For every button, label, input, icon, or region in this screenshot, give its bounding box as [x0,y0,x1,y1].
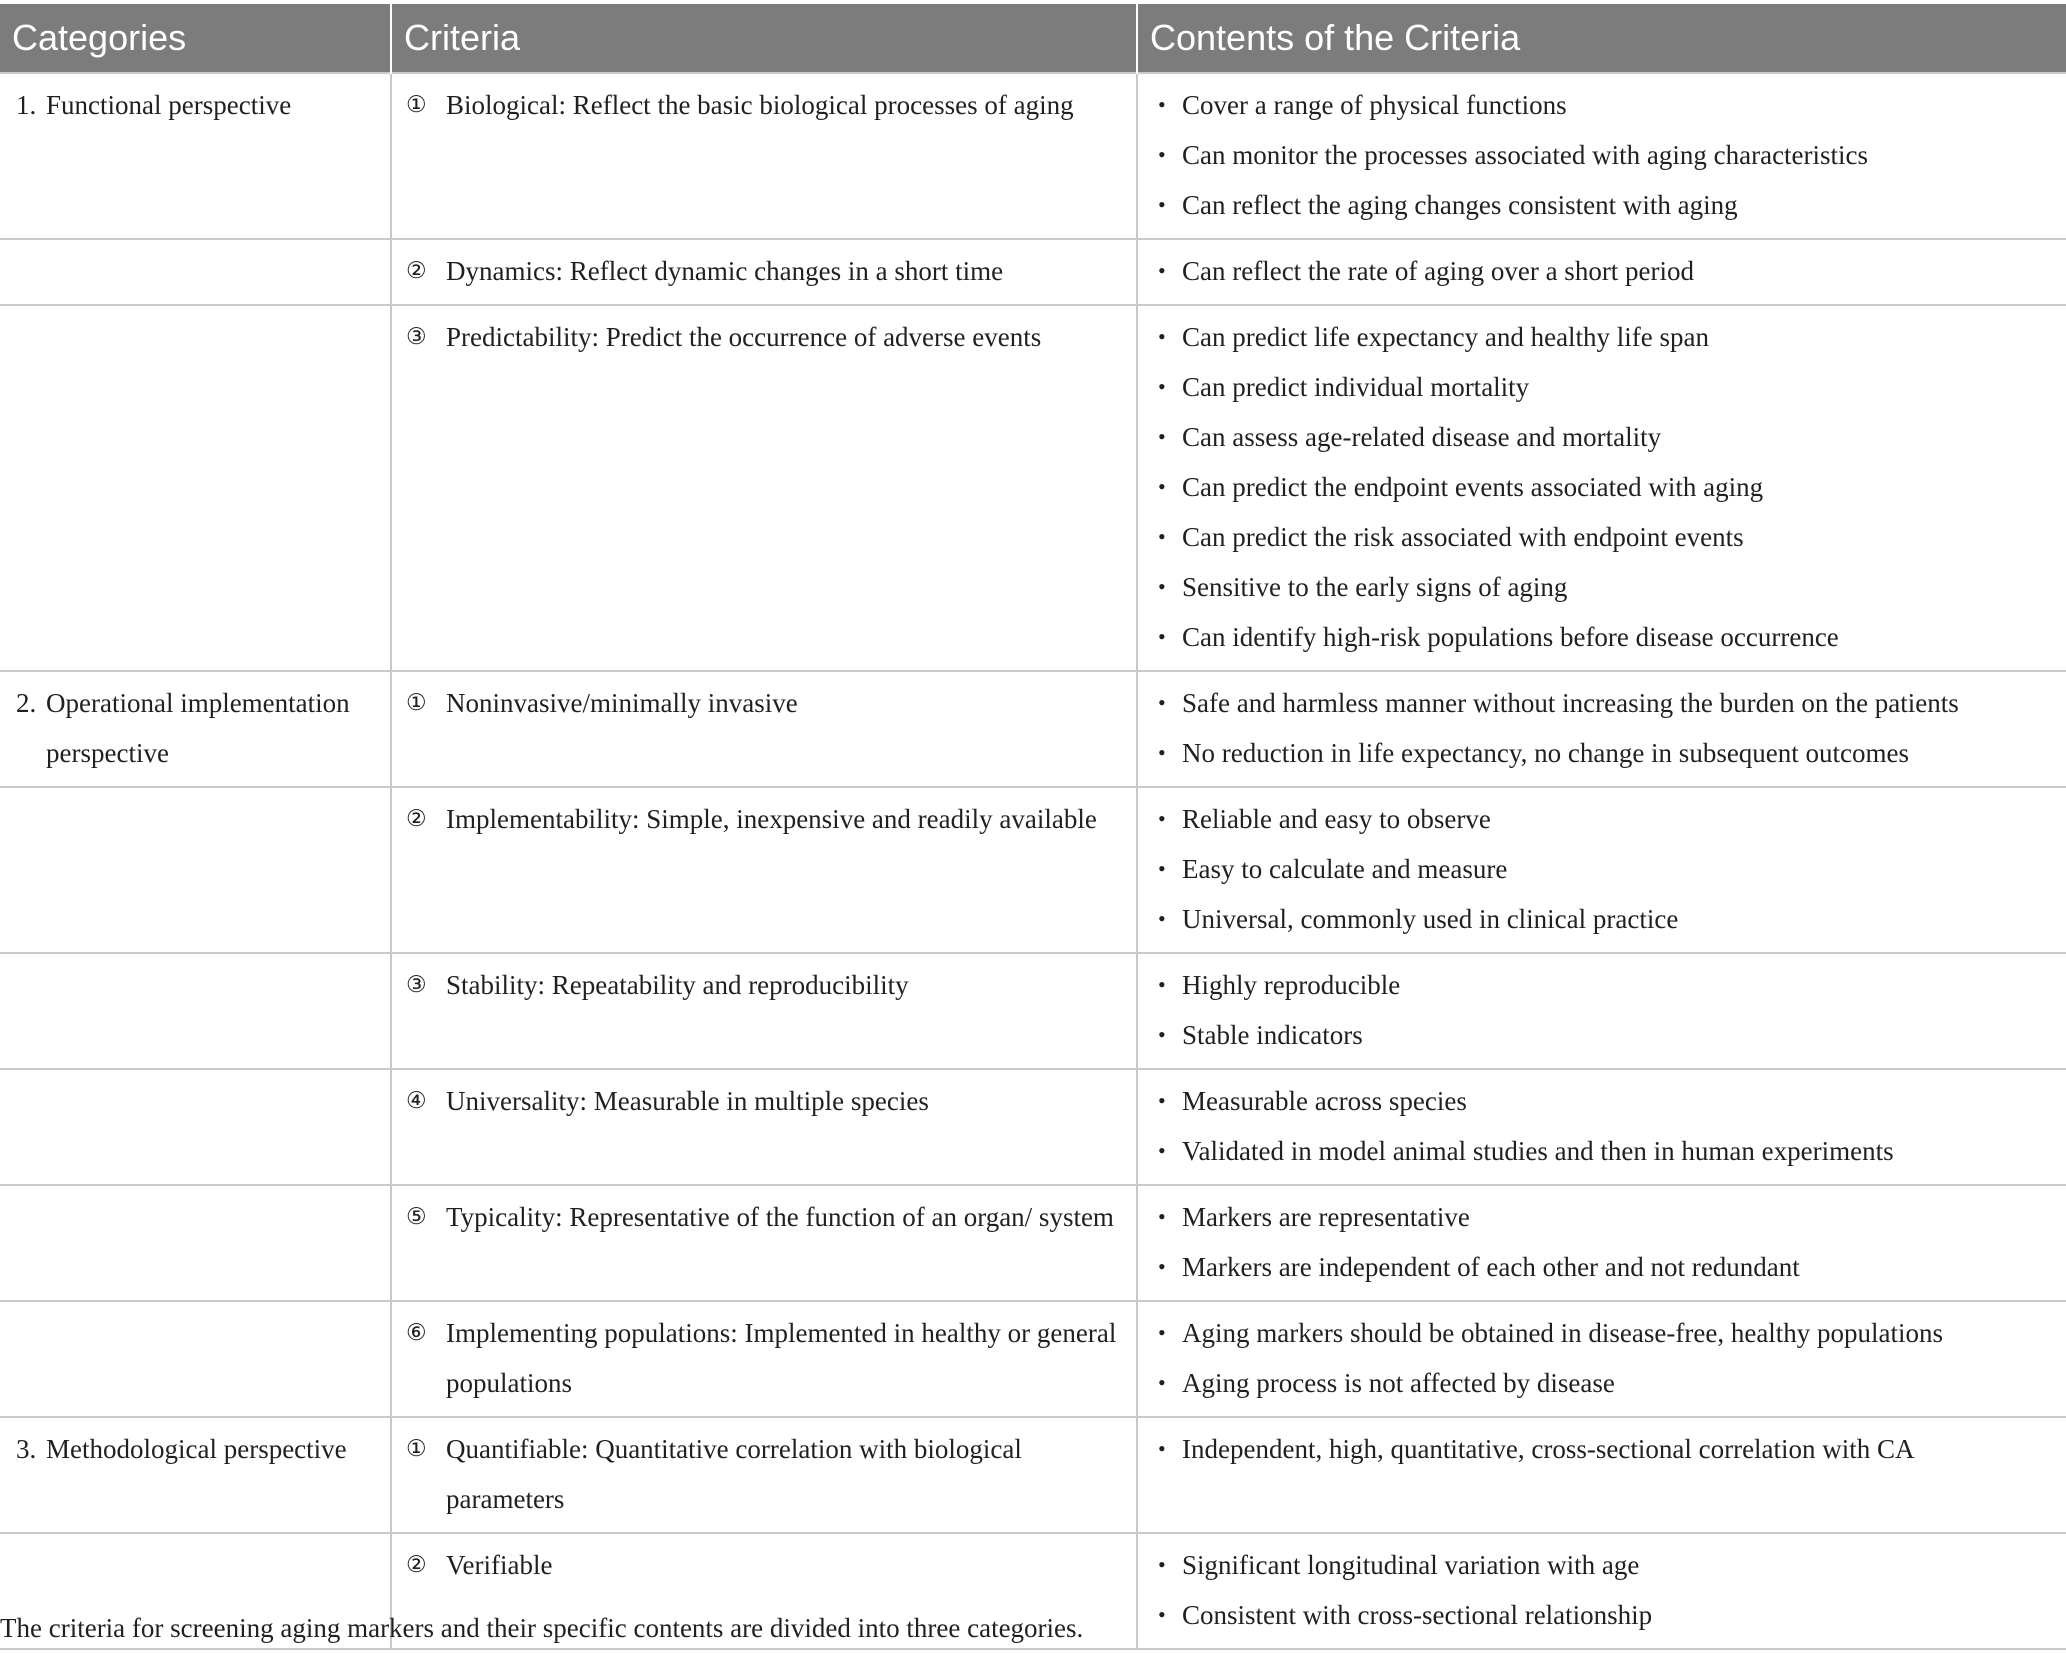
bullet-icon: • [1158,1370,1166,1395]
contents-list [1138,1076,2066,1176]
list-item [1158,412,2056,462]
category-cell [0,73,391,239]
bullet-icon: • [1158,524,1166,549]
criterion-label: Implementing populations: Implemented in healthy or general populations [446,1318,1117,1398]
category-cell [0,671,391,787]
table-row [0,1417,2066,1533]
list-item [1158,312,2056,362]
list-item [1158,562,2056,612]
criteria-cell [391,73,1137,239]
criterion [392,1192,1136,1242]
list-item [1158,894,2056,944]
contents-list [1138,1424,2066,1474]
list-item [1158,1540,2056,1590]
criterion-label: Biological: Reflect the basic biological processes of aging [446,90,1074,120]
list-item-text: Safe and harmless manner without increasing the burden on the patients [1182,688,1959,718]
list-item-text: Can predict life expectancy and healthy life span [1182,322,1710,352]
list-item [1158,844,2056,894]
bullet-icon: • [1158,424,1166,449]
table-row [0,787,2066,953]
bullet-icon: • [1158,1254,1166,1279]
list-item-text: Can predict the risk associated with endpoint events [1182,522,1744,552]
criteria-cell [391,1185,1137,1301]
category-label: Methodological perspective [46,1434,347,1464]
bullet-icon: • [1158,906,1166,931]
list-item-text: Stable indicators [1182,1020,1363,1050]
contents-list [1138,1540,2066,1640]
list-item [1158,1242,2056,1292]
bullet-icon: • [1158,806,1166,831]
criterion-label: Typicality: Representative of the function of an organ/ system [446,1202,1114,1232]
bullet-icon: • [1158,856,1166,881]
contents-cell [1137,671,2066,787]
criterion [392,1424,1136,1524]
contents-list [1138,794,2066,944]
contents-cell [1137,1533,2066,1649]
list-item [1158,362,2056,412]
table-body [0,73,2066,1649]
header-row [0,4,2066,73]
table-row [0,305,2066,671]
list-item-text: Consistent with cross-sectional relationship [1182,1600,1653,1630]
bullet-icon: • [1158,142,1166,167]
header-categories: Categories [0,4,391,73]
list-item [1158,678,2056,728]
contents-cell [1137,1301,2066,1417]
list-item-text: Measurable across species [1182,1086,1467,1116]
category-number: 2. [16,688,37,718]
bullet-icon: • [1158,1022,1166,1047]
table-row [0,671,2066,787]
category [0,1424,390,1474]
list-item [1158,960,2056,1010]
list-item [1158,1308,2056,1358]
contents-cell [1137,1417,2066,1533]
criterion [392,1308,1136,1408]
criterion [392,1540,1136,1590]
contents-cell [1137,305,2066,671]
category-cell [0,1301,391,1417]
contents-list [1138,312,2066,662]
category [0,80,390,130]
criterion-number: ① [406,92,427,117]
criterion [392,246,1136,296]
list-item-text: No reduction in life expectancy, no change in subsequent outcomes [1182,738,1910,768]
list-item [1158,1126,2056,1176]
table-row [0,1301,2066,1417]
criterion-label: Universality: Measurable in multiple species [446,1086,929,1116]
bullet-icon: • [1158,740,1166,765]
list-item [1158,1010,2056,1060]
list-item-text: Can assess age-related disease and mortality [1182,422,1662,452]
bullet-icon: • [1158,972,1166,997]
list-item-text: Easy to calculate and measure [1182,854,1508,884]
bullet-icon: • [1158,474,1166,499]
criterion-number: ① [406,690,427,715]
list-item-text: Can monitor the processes associated with aging characteristics [1182,140,1869,170]
contents-list [1138,80,2066,230]
bullet-icon: • [1158,1320,1166,1345]
criterion-number: ② [406,1552,427,1577]
list-item-text: Cover a range of physical functions [1182,90,1567,120]
header-criteria: Criteria [391,4,1137,73]
contents-cell [1137,787,2066,953]
category-label: Functional perspective [46,90,292,120]
table-header [0,4,2066,73]
criterion-number: ④ [406,1088,427,1113]
bullet-icon: • [1158,574,1166,599]
criterion-number: ② [406,806,427,831]
list-item [1158,180,2056,230]
contents-cell [1137,1069,2066,1185]
criteria-cell [391,239,1137,305]
contents-list [1138,246,2066,296]
criterion-label: Stability: Repeatability and reproducibility [446,970,909,1000]
criterion-label: Implementability: Simple, inexpensive and readily available [446,804,1097,834]
list-item [1158,794,2056,844]
list-item-text: Significant longitudinal variation with age [1182,1550,1640,1580]
criteria-cell [391,1069,1137,1185]
category-cell [0,239,391,305]
bullet-icon: • [1158,1552,1166,1577]
list-item-text: Markers are independent of each other and not redundant [1182,1252,1800,1282]
table-row [0,73,2066,239]
bullet-icon: • [1158,258,1166,283]
list-item-text: Sensitive to the early signs of aging [1182,572,1568,602]
list-item-text: Can identify high-risk populations before disease occurrence [1182,622,1839,652]
header-contents: Contents of the Criteria [1137,4,2066,73]
category-cell [0,305,391,671]
bullet-icon: • [1158,1204,1166,1229]
criterion [392,80,1136,130]
criterion-label: Verifiable [446,1550,553,1580]
list-item [1158,462,2056,512]
contents-cell [1137,239,2066,305]
bullet-icon: • [1158,374,1166,399]
table-row [0,1185,2066,1301]
category-label: Operational implementation perspective [46,688,350,768]
list-item-text: Reliable and easy to observe [1182,804,1491,834]
list-item-text: Can reflect the rate of aging over a short period [1182,256,1695,286]
contents-list [1138,678,2066,778]
criterion-number: ② [406,258,427,283]
list-item [1158,612,2056,662]
criterion-number: ① [406,1436,427,1461]
bullet-icon: • [1158,690,1166,715]
criteria-cell [391,1417,1137,1533]
category-cell [0,1069,391,1185]
list-item [1158,512,2056,562]
criterion-number: ③ [406,324,427,349]
category-cell [0,1185,391,1301]
criterion-label: Quantifiable: Quantitative correlation with biological parameters [446,1434,1022,1514]
list-item-text: Can reflect the aging changes consistent with aging [1182,190,1738,220]
table-row [0,239,2066,305]
bullet-icon: • [1158,624,1166,649]
criterion [392,1076,1136,1126]
criterion [392,312,1136,362]
category-cell [0,953,391,1069]
bullet-icon: • [1158,92,1166,117]
bullet-icon: • [1158,192,1166,217]
list-item [1158,728,2056,778]
contents-list [1138,1192,2066,1292]
bullet-icon: • [1158,1138,1166,1163]
bullet-icon: • [1158,1602,1166,1627]
contents-cell [1137,953,2066,1069]
bullet-icon: • [1158,1088,1166,1113]
category-number: 1. [16,90,37,120]
bullet-icon: • [1158,324,1166,349]
criterion-number: ⑥ [406,1320,427,1345]
criterion-label: Noninvasive/minimally invasive [446,688,798,718]
list-item [1158,1358,2056,1408]
criteria-cell [391,671,1137,787]
criterion [392,678,1136,728]
list-item-text: Can predict the endpoint events associated with aging [1182,472,1764,502]
criteria-cell [391,305,1137,671]
criteria-cell [391,953,1137,1069]
list-item-text: Aging markers should be obtained in disease-free, healthy populations [1182,1318,1944,1348]
table-footnote: The criteria for screening aging markers and their specific contents are divided into three categories. [0,1613,1084,1643]
list-item [1158,246,2056,296]
list-item [1158,1076,2056,1126]
category-cell [0,1417,391,1533]
criteria-cell [391,787,1137,953]
list-item-text: Aging process is not affected by disease [1182,1368,1615,1398]
list-item [1158,1590,2056,1640]
criteria-cell [391,1301,1137,1417]
list-item [1158,80,2056,130]
contents-list [1138,1308,2066,1408]
contents-cell [1137,1185,2066,1301]
table-row [0,1069,2066,1185]
list-item [1158,1192,2056,1242]
contents-list [1138,960,2066,1060]
list-item-text: Universal, commonly used in clinical practice [1182,904,1679,934]
criterion-number: ③ [406,972,427,997]
list-item-text: Highly reproducible [1182,970,1401,1000]
list-item-text: Markers are representative [1182,1202,1470,1232]
criterion-label: Dynamics: Reflect dynamic changes in a short time [446,256,1004,286]
list-item [1158,1424,2056,1474]
contents-cell [1137,73,2066,239]
criterion [392,960,1136,1010]
criteria-table [0,4,2066,1650]
criterion-number: ⑤ [406,1204,427,1229]
table-row [0,953,2066,1069]
list-item-text: Can predict individual mortality [1182,372,1530,402]
category [0,678,390,778]
category-number: 3. [16,1434,37,1464]
list-item [1158,130,2056,180]
list-item-text: Validated in model animal studies and then in human experiments [1182,1136,1894,1166]
list-item-text: Independent, high, quantitative, cross-sectional correlation with CA [1182,1434,1915,1464]
bullet-icon: • [1158,1436,1166,1461]
criterion-label: Predictability: Predict the occurrence of adverse events [446,322,1042,352]
criterion [392,794,1136,844]
category-cell [0,787,391,953]
